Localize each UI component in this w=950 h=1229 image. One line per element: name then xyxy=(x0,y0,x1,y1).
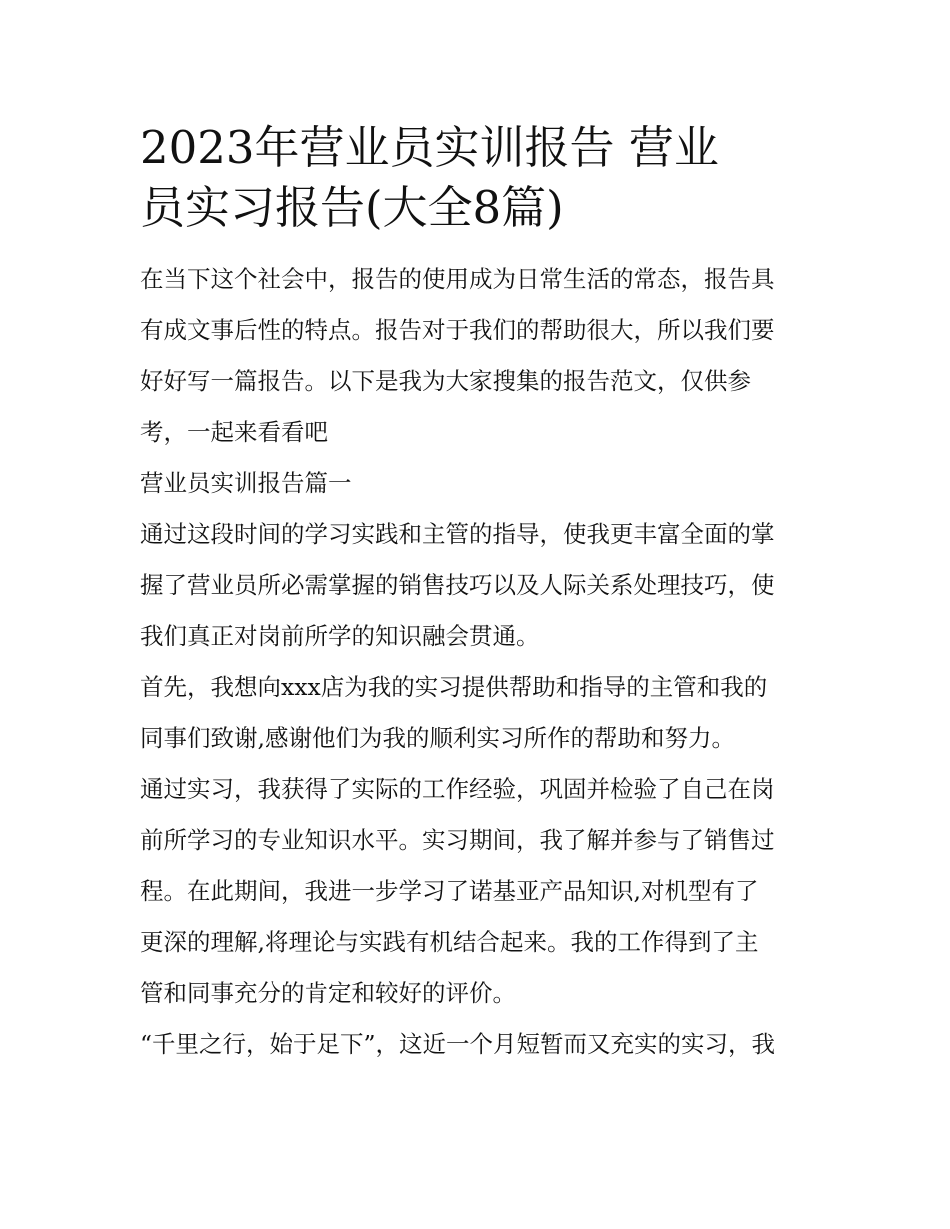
intro-paragraph xyxy=(140,254,815,458)
para1-line-2: 握了营业员所必需掌握的销售技巧以及人际关系处理技巧，使 xyxy=(140,571,775,599)
section-heading: 营业员实训报告篇一 xyxy=(140,469,352,497)
paragraph-4 xyxy=(140,1019,815,1070)
para1-line-1: 通过这段时间的学习实践和主管的指导，使我更丰富全面的掌 xyxy=(140,520,775,548)
intro-line-3: 好好写一篇报告。以下是我为大家搜集的报告范文，仅供参 xyxy=(140,367,751,395)
paragraph-2 xyxy=(140,662,815,764)
para3-line-1: 通过实习，我获得了实际的工作经验，巩固并检验了自己在岗 xyxy=(140,775,775,803)
para1-line-3: 我们真正对岗前所学的知识融会贯通。 xyxy=(140,622,540,650)
para2-line-2: 同事们致谢,感谢他们为我的顺利实习所作的帮助和努力。 xyxy=(140,724,735,752)
para3-line-4: 更深的理解,将理论与实践有机结合起来。我的工作得到了主 xyxy=(140,928,759,956)
para3-line-3: 程。在此期间，我进一步学习了诺基亚产品知识,对机型有了 xyxy=(140,877,759,905)
para2-line-1: 首先，我想向xxx店为我的实习提供帮助和指导的主管和我的 xyxy=(140,673,768,701)
title-line-1: 2023年营业员实训报告 营业 xyxy=(140,121,719,174)
title-line-2: 员实习报告(大全8篇) xyxy=(140,181,564,234)
document-title xyxy=(140,118,815,238)
document-body xyxy=(140,118,815,1070)
intro-line-4: 考，一起来看看吧 xyxy=(140,418,328,446)
paragraph-1 xyxy=(140,509,815,662)
para4-line-1: “千里之行，始于足下”，这近一个月短暂而又充实的实习，我 xyxy=(140,1030,776,1058)
paragraph-3 xyxy=(140,764,815,1019)
para3-line-2: 前所学习的专业知识水平。实习期间，我了解并参与了销售过 xyxy=(140,826,775,854)
para3-line-5: 管和同事充分的肯定和较好的评价。 xyxy=(140,979,516,1007)
intro-line-2: 有成文事后性的特点。报告对于我们的帮助很大，所以我们要 xyxy=(140,316,775,344)
intro-line-1: 在当下这个社会中，报告的使用成为日常生活的常态，报告具 xyxy=(140,265,775,293)
